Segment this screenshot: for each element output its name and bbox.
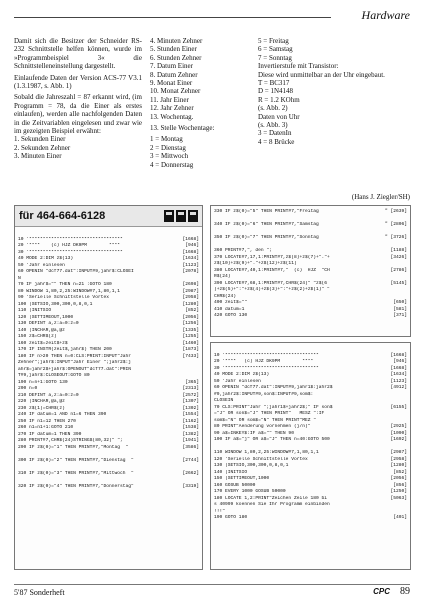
checksum: [2698] (182, 282, 199, 287)
checksum: [2572] (182, 392, 199, 398)
text-line: 3. Minuten Einer (14, 152, 62, 161)
text-line: 2. Sekunden Zehner (14, 143, 71, 152)
checksum: [2078] (182, 269, 199, 274)
checksum: [1941] (182, 438, 199, 443)
disk-icon (164, 210, 174, 222)
listing-box-left (14, 205, 203, 570)
code-text: #9,jahr2$:INPUT#9,son$:INPUT#9,som$: (214, 391, 314, 397)
code-lines (211, 206, 410, 320)
text-column-1 (14, 37, 142, 161)
code-text: 200 n=0 (18, 386, 38, 391)
text-line: D = 1N4148 (258, 87, 294, 96)
checksum: [3426] (390, 254, 407, 260)
code-text: 120 'Serielle Schnittstelle Vortex (214, 456, 308, 462)
checksum: [5145] (390, 280, 407, 286)
text-line: 3 = DatenIn (258, 129, 292, 138)
text-line: 9. Monat Einer (150, 79, 193, 88)
checksum: " [3726] (384, 235, 407, 240)
text-line: Diese wird unmittelbar an der Uhr eingebaut. (258, 70, 385, 79)
header-rule (14, 17, 331, 18)
page-number: 89 (400, 586, 410, 597)
code-text: 180 LOCATE 1,2:PRINT"Zeichen Zeile 180 bi (214, 495, 328, 501)
code-text: 390 LOCATE#7,68,1:PRINT#7,CHR$(24)" "z$(6 (214, 280, 328, 286)
text-line: 8. Datum Zehner (150, 70, 198, 79)
banner-text: für 464-664-6128 (19, 210, 106, 222)
code-text: 340 IF z$(0)="6" THEN PRINT#7,"Samstag (214, 222, 319, 227)
text-line: Einlaufende Daten der Version ACS-77 V3.1 (1.3.1987, s. Abb. 1) (14, 73, 142, 91)
text-line: Sobald die Jahreszahl = 87 erkannt wird, (im Programm = 78, da die Einer als erstes einlaufen), werden alle nachfolgenden Daten in die Zeitvariablen eingelesen und zwar wie im gezeigten Beispiel erwähnt: (14, 93, 142, 136)
code-text: 170 EVERY 1000 GOSUB 50000 (214, 489, 286, 494)
code-text: 170 IF INSTR(zeit$,jahr$) THEN 200 (18, 347, 112, 352)
code-text: 60 OPENIN "dcf77.dat":INPUT#9,jahr1$:jahr2$ (214, 385, 333, 390)
code-text: 350 IF z$(0)="7" THEN PRINT#7,"Sonntag (214, 235, 319, 240)
code-text: ahr$=jahr2$+jahr$:OPENOUT"dcf77.dat":PRIN (18, 366, 132, 372)
checksum: [852] (185, 308, 199, 313)
code-text: 70 CLS:PRINT"Jahr ";jahr1$+jahr2$;" IF son$ (214, 404, 333, 410)
checksum: [1302] (182, 405, 199, 411)
checksum: [856] (393, 482, 407, 488)
page-footer (0, 580, 424, 600)
text-line: 6. Stunden Zehner (150, 53, 202, 62)
text-line: 6 = Samstag (258, 45, 293, 54)
checksum: [2056] (182, 314, 199, 320)
code-text: 380 LOCATE#7,40,1:PRINT#7," (c) HJZ "CH (214, 267, 330, 273)
checksum: [1255] (182, 334, 199, 339)
text-line: (s. Abb. 2) (258, 104, 288, 113)
checksum: [1382] (182, 431, 199, 437)
code-text: T#9,jahr$:CLOSEOUT:GOTO 80 (18, 373, 90, 378)
checksum: [7433] (182, 353, 199, 359)
checksum: [1634] (390, 372, 407, 377)
code-text: 40 MODE 2:DIM z$(13) (18, 256, 74, 261)
checksum: [6155] (390, 404, 407, 410)
checksum: [1873] (182, 347, 199, 352)
code-text: 250 IF n1=12 THEN 270 (18, 418, 76, 424)
code-text: s 40999 koennen Sie Ihr Programm einbinden (214, 502, 330, 507)
text-line: Damit sich die Besitzer der Schneider RS-232 Schnittstelle helfen können, wurde im »Programmbeispiel 3« die Schnittstelleneinstellung dargestellt. (14, 37, 142, 71)
text-line: R = 1.2 KOhm (258, 95, 300, 104)
code-text: 80 PRINT"Aenderung vornehmen (j/n)" (214, 424, 311, 429)
checksum: [946] (185, 243, 199, 248)
code-text: 420 GOTO 130 (214, 313, 248, 318)
checksum: [1280] (390, 463, 407, 468)
checksum: [946] (393, 359, 407, 364)
code-text: 90 'Serielle Schnittstelle Vortex (18, 295, 109, 300)
text-line: 2 = Dienstag (150, 143, 186, 152)
checksum: [401] (393, 515, 407, 520)
checksum: " [2639] (384, 209, 407, 214)
text-line: 5. Stunden Einer (150, 45, 197, 54)
text-line: 4 = Donnerstag (150, 160, 194, 169)
checksum: [365] (185, 379, 199, 385)
disk-icons (164, 210, 202, 222)
checksum: [1538] (182, 425, 199, 430)
code-text: 160 GOSUB 50000 (214, 482, 256, 488)
section-title: Hardware (361, 8, 410, 22)
checksum: [2313] (182, 386, 199, 391)
text-column-3 (258, 37, 408, 146)
checksum: [1460] (182, 340, 199, 346)
code-text: 210 DEFINT a,z:a=0:z=0 (18, 392, 79, 398)
text-line: 13. Stelle Wochentage: (150, 124, 215, 133)
code-text: 220 |INCHAR,@a,@z (18, 399, 65, 404)
code-text: 10 '********************************** (18, 236, 123, 242)
code-text: 360 PRINT#7,", den "; (214, 248, 272, 253)
code-text: 400 zeit$="" (214, 300, 248, 305)
code-text: 20 '**** (c) HJZ DK9PM **** (18, 243, 120, 248)
code-text: 10 '********************************** (214, 352, 319, 358)
code-text: 230 z$(1)=CHR$(z) (18, 405, 65, 411)
code-text: 180 IF n>20 THEN n=0:CLS:PRINT:INPUT"Jahr (18, 353, 132, 359)
checksum: [1188] (390, 248, 407, 253)
code-text: 150 |SETTIMEOUT,1000 (214, 476, 270, 481)
footer-rule (14, 584, 410, 585)
checksum: [1668] (390, 365, 407, 371)
text-line: T = BC317 (258, 79, 290, 88)
checksum: [2056] (390, 476, 407, 481)
code-text: 320 IF z$(0)="4" THEN PRINT#7,"Donnerstag" (18, 483, 134, 489)
code-lines (15, 227, 202, 490)
code-text: 310 IF z$(0)="3" THEN PRINT#7,"Mittwoch " (18, 470, 134, 476)
checksum: [2925] (390, 424, 407, 429)
checksum: [852] (393, 469, 407, 475)
checksum: [2958] (182, 295, 199, 300)
checksum: [1307] (182, 399, 199, 404)
text-line: Invertierstufe mit Transistor: (258, 62, 339, 71)
code-text: 100 |SETSIO,300,300,0,8,0,1 (18, 301, 93, 307)
disk-icon (188, 210, 198, 222)
code-line (214, 313, 407, 320)
checksum: [1668] (182, 236, 199, 242)
code-text: 140 |INCHAR,@a,@z (18, 327, 65, 333)
checksum: [1280] (182, 301, 199, 307)
checksum: [1692] (390, 437, 407, 442)
text-line: 4 = 8 Brücke (258, 137, 295, 146)
code-text: 70 IF jahr$="" THEN n=21 :GOTO 180 (18, 282, 112, 287)
listing-box-right-top (210, 205, 411, 337)
code-text: 110 WINDOW 1,80,2,25:WINDOW#7,1,80,1,1 (214, 450, 319, 455)
code-text: 330 IF z$(0)="5" THEN PRINT#7,"Freitag (214, 209, 319, 214)
checksum: [1668] (182, 249, 199, 255)
text-line: 5 = Freitag (258, 37, 289, 45)
code-text: 120 |SETTIMEOUT,1000 (18, 314, 74, 320)
code-text: 140 |INITSIO (214, 469, 248, 475)
code-text: 240 IF datum=1 AND n1=6 THEN 390 (18, 412, 107, 417)
code-lines (211, 343, 410, 522)
text-line: (s. Abb. 3) (258, 121, 288, 130)
code-line (214, 515, 407, 522)
text-line: 1. Sekunden Einer (14, 135, 66, 144)
code-text: 30 '********************************** (18, 249, 123, 255)
code-text: N (18, 275, 21, 281)
code-text: CHR$(24) (214, 293, 237, 299)
code-text: ="J" OR son$="J" THEN PRINT" MESZ ":IF (214, 411, 325, 416)
code-text: 280 PRINT#7,CHR$(24)STRING$(80,32)" "; (18, 438, 123, 443)
code-text: Zehner";jahr$:INPUT"Jahr Einer ";jahr2$:j (18, 360, 132, 365)
checksum: [2987] (182, 288, 199, 294)
checksum: " [2806] (384, 222, 407, 227)
code-text: 110 |INITSIO (18, 308, 52, 313)
code-text: 370 LOCATE#7,17,1:PRINT#7,z$(8)+z$(7)+"."+ (214, 254, 330, 260)
author-signature: (Hans J. Ziegler/SH) (351, 193, 410, 201)
code-text: 90 a$=INKEY$:IF a$="" THEN 90 (214, 430, 294, 436)
checksum: [1668] (390, 352, 407, 358)
code-line (18, 484, 199, 491)
text-line: 4. Minuten Zehner (150, 37, 203, 45)
checksum: [2786] (390, 267, 407, 273)
checksum: [371] (393, 313, 407, 318)
checksum: [1162] (182, 418, 199, 424)
disk-icon (176, 210, 186, 222)
code-text: 30 '********************************** (214, 365, 319, 371)
checksum: [1090] (390, 430, 407, 436)
code-text: 260 n1=n1+1:GOTO 210 (18, 425, 74, 430)
checksum: [5063] (390, 495, 407, 501)
checksum: [4912] (390, 385, 407, 390)
magazine-logo: CPC (373, 587, 390, 596)
checksum: [1256] (182, 321, 199, 326)
checksum: [3586] (182, 444, 199, 450)
checksum: [1554] (182, 412, 199, 417)
code-text: 300 IF z$(0)="2" THEN PRINT#7,"Dienstag " (18, 457, 134, 463)
checksum: [2744] (182, 457, 199, 463)
text-line: 12. Jahr Zehner (150, 104, 194, 113)
text-line: 13. Wochentag. (150, 112, 194, 121)
checksum: [2987] (390, 450, 407, 455)
text-line: 3 = Mittwoch (150, 152, 189, 161)
code-text: )+z$(5)+":"+z$(4)+z$(3)+":"+z$(2)+z$(1)" " (214, 287, 330, 292)
checksum: [581] (393, 306, 407, 312)
code-text: 80 WINDOW 1,80,2,25:WINDOW#7,1,80,1,1 (18, 288, 120, 294)
code-text: 410 datum=1 (214, 306, 245, 312)
checksum: [1634] (182, 256, 199, 261)
code-text: 160 zeit$=zeit$+z$ (18, 340, 68, 346)
text-column-2 (150, 37, 250, 169)
code-text: R$(24) (214, 274, 231, 279)
code-text: 20 '**** (c) HJZ DK9PM **** (214, 359, 314, 364)
code-text: 100 IF a$="j" OR a$="J" THEN n=40:GOTO 500 (214, 437, 330, 442)
checksum: [1335] (182, 327, 199, 333)
code-text: 50 'Jahr einlesen (214, 378, 261, 384)
code-text: 190 n=n+1:GOTO 130 (18, 379, 68, 385)
code-text: 40 MODE 2:DIM z$(13) (214, 372, 270, 377)
code-text: 190 GOTO 180 (214, 515, 248, 520)
code-text: 270 IF datum=1 THEN 390 (18, 431, 82, 437)
listing-box-right-bottom (210, 342, 411, 570)
text-line: 10. Monat Zehner (150, 87, 201, 96)
listing-banner (15, 206, 202, 227)
text-line: 7 = Sonntag (258, 53, 292, 62)
code-text: som$="N" OR som$="N" THEN PRINT"MEZ " (214, 417, 316, 423)
text-line: 1 = Montag (150, 135, 183, 144)
checksum: [650] (393, 300, 407, 305)
text-line: 11. Jahr Einer (150, 95, 189, 104)
text-line: Daten von Uhr (258, 112, 300, 121)
checksum: [2958] (390, 456, 407, 462)
issue-label: 5'87 Sonderheft (14, 588, 65, 597)
text-line: 7. Datum Einer (150, 62, 193, 71)
code-text: z$(10)+z$(9)+"."+z$(12)+z$(11) (214, 261, 297, 266)
code-text: 150 z$=CHR$(z) (18, 334, 57, 339)
checksum: [1123] (182, 262, 199, 268)
checksum: [2662] (182, 470, 199, 476)
checksum: [3319] (182, 483, 199, 489)
code-text: !!!" (214, 508, 226, 514)
code-text: 60 OPENIN "dcf77.dat":INPUT#9,jahr$:CLOSEI (18, 269, 134, 274)
code-text: 290 IF z$(0)="1" THEN PRINT#7,"Montag " (18, 444, 129, 450)
code-text: 130 DEFINT a,z:a=0:z=0 (18, 321, 79, 326)
code-text: CLOSEIN (214, 398, 234, 403)
checksum: [1123] (390, 378, 407, 384)
code-text: 130 |SETSIO,300,300,0,8,0,1 (214, 463, 289, 468)
checksum: [1250] (390, 489, 407, 494)
code-text: 50 'Jahr einlesen (18, 262, 65, 268)
